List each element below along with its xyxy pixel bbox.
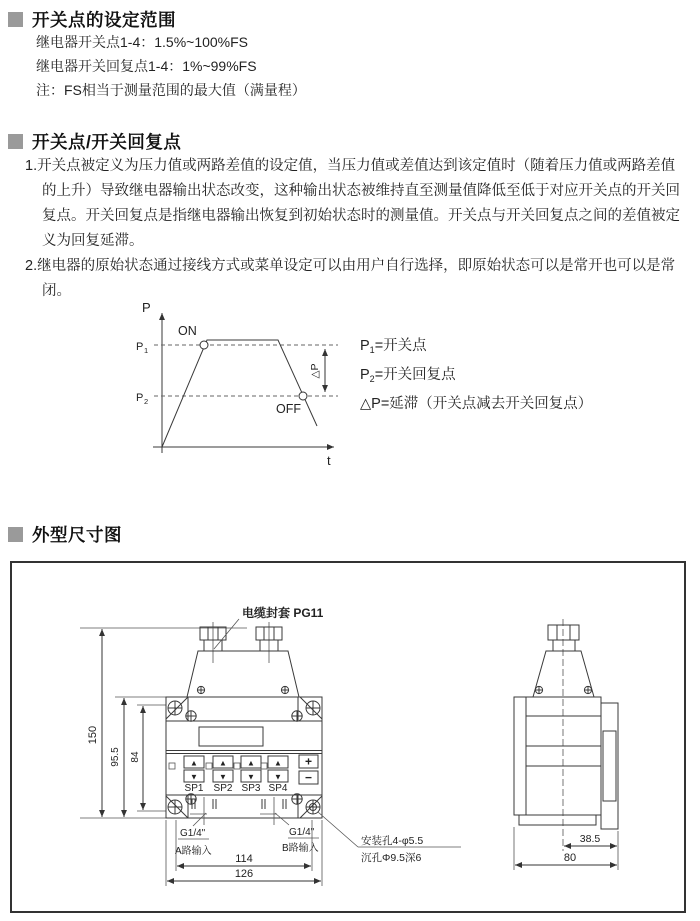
mounting-hole-note: [318, 812, 461, 864]
on-label: ON: [178, 324, 197, 338]
range-line-1: 继电器开关点1-4：1.5%~100%FS: [36, 34, 249, 50]
front-view: [80, 605, 461, 886]
up-arrow-icon: ▲: [219, 758, 227, 768]
mounting-screw-icon: [168, 701, 182, 715]
section-dims-header: [8, 522, 122, 547]
sp2-label: SP2: [213, 783, 233, 794]
plus-minus-buttons: [299, 755, 318, 785]
legend-line-2: $P_2=$开关回复点: [360, 367, 456, 384]
down-arrow-icon: ▼: [190, 772, 198, 782]
pressure-curve: [162, 324, 317, 447]
led-indicator: [169, 763, 175, 769]
mounting-screw-icon: [168, 800, 182, 814]
port-a: [175, 797, 216, 857]
port-b-name: B路输入: [282, 843, 319, 854]
hysteresis-graph: [130, 295, 350, 470]
dim-126: 126: [234, 868, 254, 880]
screw-icon: [281, 686, 288, 693]
note-line-1: 安装孔4-φ5.5: [361, 835, 424, 847]
port-b-thread: G1/4": [289, 827, 315, 838]
led-indicator: [261, 763, 267, 769]
down-arrow-icon: ▼: [247, 772, 255, 782]
note-line-2: 沉孔Φ9.5深6: [361, 852, 422, 864]
x-axis-label: t: [327, 453, 331, 468]
screw-icon: [197, 686, 204, 693]
side-housing: [533, 651, 594, 697]
section-range-title: 开关点的设定范围: [32, 10, 176, 30]
graph-axes: [142, 300, 334, 468]
display-window: [199, 727, 263, 746]
p2-label: P: [136, 392, 144, 404]
button-panel: [169, 755, 318, 795]
off-point: [299, 392, 307, 400]
dim-114: 114: [235, 853, 253, 865]
led-indicator: [234, 763, 240, 769]
side-view: [514, 619, 618, 870]
off-label: OFF: [276, 402, 301, 416]
up-arrow-icon: ▲: [274, 758, 282, 768]
dim-38-5: 38.5: [579, 833, 601, 845]
dim-84: 84: [130, 751, 141, 763]
section-bullet-icon: [8, 527, 23, 542]
dimension-drawing-box: [10, 561, 686, 913]
screw-icon: [584, 686, 591, 693]
y-axis-label: P: [142, 300, 151, 315]
section-bullet-icon: [8, 12, 23, 27]
mounting-screw-icon: [306, 701, 320, 715]
down-arrow-icon: ▼: [219, 772, 227, 782]
legend-line-3: △P=延滞（开关点减去开关回复点）: [360, 396, 593, 412]
sp3-label: SP3: [241, 783, 261, 794]
up-arrow-icon: ▲: [247, 758, 255, 768]
switch-item-1: 1.开关点被定义为压力值或两路差值的设定值，当压力值或差值达到该定值时（随着压力值或两路差值的上升）导致继电器输出状态改变，这种输出状态被维持直至测量值降低至低于对应开关点的开关回复点。开关回复点是指继电器输出恢复到初始状态时的测量值。开关点与开关回复点之间的差值被定义为回复延滞。: [25, 158, 680, 249]
cable-gland-label: 电缆封套 PG11: [242, 606, 324, 620]
sp3-buttons: [241, 756, 261, 794]
section-bullet-icon: [8, 134, 23, 149]
pressure-ports: [175, 797, 319, 857]
dim-95-5: 95.5: [110, 747, 121, 767]
port-a-thread: G1/4": [180, 828, 206, 839]
side-base: [519, 815, 596, 825]
delta-p-label: △P: [309, 363, 321, 379]
cable-glands: [200, 605, 324, 663]
p1-label: P: [136, 341, 144, 353]
top-housing: [187, 651, 299, 697]
led-indicator: [206, 763, 212, 769]
sp4-buttons: [268, 756, 288, 794]
minus-icon: −: [304, 770, 313, 785]
on-point: [200, 341, 208, 349]
section-dims-title: 外型尺寸图: [32, 525, 122, 545]
sp1-label: SP1: [184, 783, 204, 794]
switch-item-2: 2.继电器的原始状态通过接线方式或菜单设定可以由用户自行选择，即原始状态可以是常开也可以是常闭。: [25, 258, 676, 299]
plus-icon: +: [304, 754, 313, 769]
section-range-header: [8, 7, 176, 32]
legend-line-1: $P_1=$开关点: [360, 338, 427, 355]
graph-reference-lines: [136, 341, 338, 406]
sp1-buttons: [184, 756, 204, 794]
figure-legend: [360, 334, 592, 421]
section-switch-title: 开关点/开关回复点: [32, 132, 182, 152]
dimension-drawing: [12, 563, 684, 911]
side-body: [514, 697, 618, 829]
screw-icon: [292, 711, 302, 721]
section-switch-header: [8, 129, 181, 154]
port-a-name: A路输入: [175, 846, 212, 857]
side-cable-gland: [548, 625, 579, 651]
screw-icon: [292, 794, 302, 804]
down-arrow-icon: ▼: [274, 772, 282, 782]
up-arrow-icon: ▲: [190, 758, 198, 768]
dim-80: 80: [563, 852, 577, 864]
range-line-2: 继电器开关回复点1-4：1%~99%FS: [36, 58, 257, 74]
switch-paragraphs: [25, 154, 685, 304]
mounting-screw-icon: [306, 800, 320, 814]
screw-icon: [535, 686, 542, 693]
side-front-panel: [601, 703, 618, 829]
side-dims: [514, 827, 618, 870]
range-line-3: 注：FS相当于测量范围的最大值（满量程）: [36, 82, 306, 98]
delta-p-dimension: [309, 349, 325, 392]
sp4-label: SP4: [268, 783, 288, 794]
screw-icon: [186, 711, 196, 721]
p1-sub: 1: [144, 346, 149, 355]
dim-150: 150: [87, 725, 99, 745]
p2-sub: 2: [144, 397, 149, 406]
sp2-buttons: [213, 756, 233, 794]
